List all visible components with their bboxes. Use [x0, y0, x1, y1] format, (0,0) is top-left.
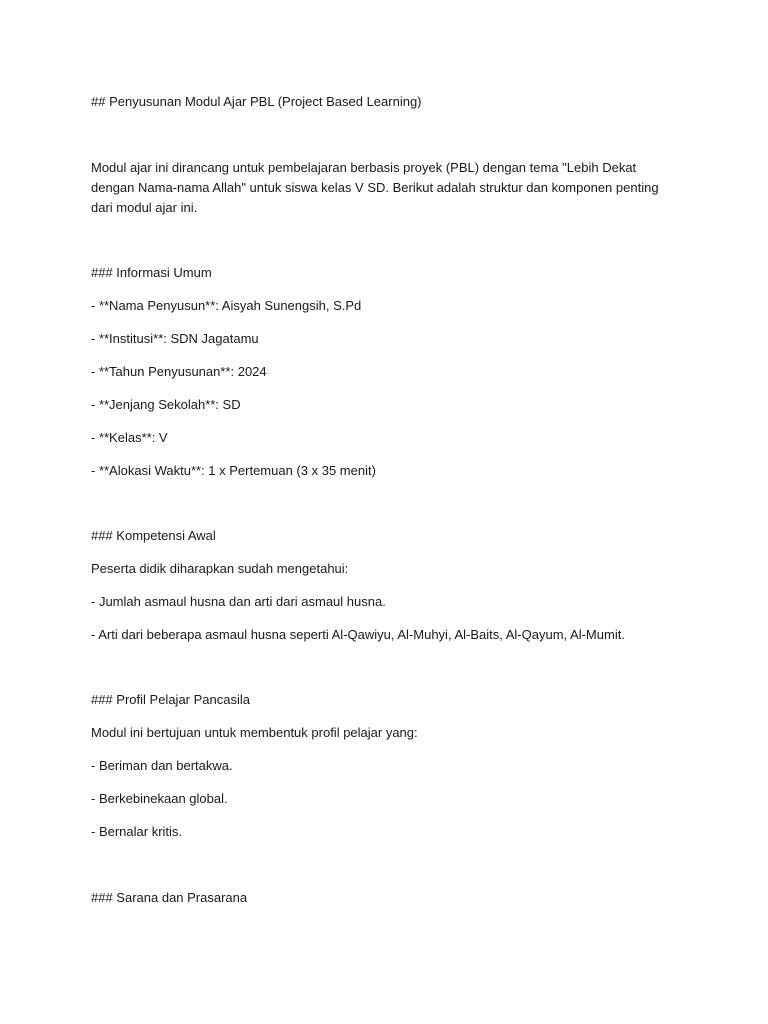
- section-heading-kompetensi-awal: ### Kompetensi Awal: [91, 528, 216, 543]
- list-item: - Beriman dan bertakwa.: [91, 758, 233, 773]
- list-item: - **Institusi**: SDN Jagatamu: [91, 331, 259, 346]
- list-item: - **Nama Penyusun**: Aisyah Sunengsih, S.Pd: [91, 298, 362, 313]
- list-item: - **Alokasi Waktu**: 1 x Pertemuan (3 x 35 menit): [91, 463, 376, 478]
- document-heading: ## Penyusunan Modul Ajar PBL (Project Based Learning): [91, 94, 422, 109]
- section-lead-text: Peserta didik diharapkan sudah mengetahui:: [91, 561, 349, 576]
- list-item: - **Tahun Penyusunan**: 2024: [91, 364, 267, 379]
- section-heading-profil-pelajar: ### Profil Pelajar Pancasila: [91, 692, 250, 707]
- intro-paragraph: Modul ajar ini dirancang untuk pembelajaran berbasis proyek (PBL) dengan tema "Lebih Dekat dengan Nama-nama Allah" untuk siswa kelas V SD. Berikut adalah struktur dan komponen penting dari modul ajar ini.: [91, 160, 659, 215]
- section-heading-informasi-umum: ### Informasi Umum: [91, 265, 212, 280]
- list-item: - **Jenjang Sekolah**: SD: [91, 397, 241, 412]
- section-heading-sarana-prasarana: ### Sarana dan Prasarana: [91, 890, 248, 905]
- list-item: - Berkebinekaan global.: [91, 791, 228, 806]
- list-item: - Bernalar kritis.: [91, 824, 183, 839]
- list-item: - **Kelas**: V: [91, 430, 168, 445]
- list-item: - Arti dari beberapa asmaul husna seperti Al-Qawiyu, Al-Muhyi, Al-Baits, Al-Qayum, Al-Mumit.: [91, 627, 625, 642]
- list-item: - Jumlah asmaul husna dan arti dari asmaul husna.: [91, 594, 386, 609]
- section-lead-text: Modul ini bertujuan untuk membentuk profil pelajar yang:: [91, 725, 418, 740]
